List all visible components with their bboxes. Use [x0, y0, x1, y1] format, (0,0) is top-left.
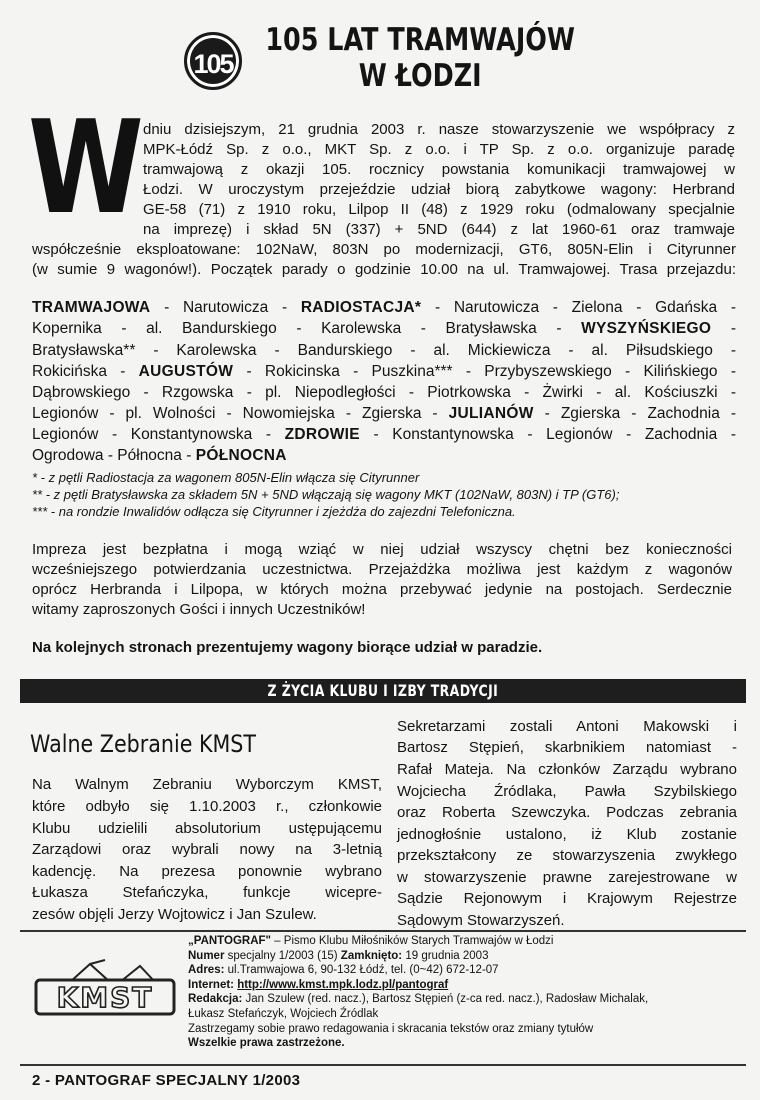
outro-line: wcześniejszego potwierdzania uczestnictwa. Przejażdżka możliwa jest każdym z wagonów [32, 561, 732, 578]
article-line: Klubu udzielili absolutorium ustępującemu [32, 820, 382, 837]
colophon-address: Adres: ul.Tramwajowa 6, 90-132 Łódź, tel. (0~42) 672-12-07 [188, 964, 499, 977]
intro-line: (w sumie 9 wagonów!). Początek parady o godzinie 10.00 na ul. Tramwajowej. Trasa przejazdu: [32, 261, 736, 278]
article-title: Walne Zebranie KMST [30, 730, 257, 758]
colophon-reservation: Zastrzegamy sobie prawo redagowania i skracania tekstów oraz zmiany tytułów [188, 1022, 594, 1035]
website-link[interactable]: http://www.kmst.mpk.lodz.pl/pantograf [237, 978, 449, 991]
note: ** - z pętli Bratysławska za składem 5N + 5ND włączają się wagony MKT (102NaW, 803N) i TP (GT6); [32, 487, 620, 502]
kmst-logo [30, 958, 180, 1020]
colophon-editors-2: Łukasz Stefańczyk, Wojciech Źródlak [188, 1007, 379, 1020]
article-line: Zarządowi oraz wybrali nowy na 3-letnią [32, 841, 382, 858]
colophon [188, 934, 738, 1051]
outro-line: witamy zaproszonych Gości i innych Uczestników! [32, 601, 366, 618]
intro-line: na imprezę) i skład 5N (337) + 5ND (644) z lat 1960-61 oraz tramwaje [143, 221, 735, 238]
divider [20, 1064, 746, 1066]
section-header: Z ŻYCIA KLUBU I IZBY TRADYCJI [20, 679, 746, 703]
intro-line: dniu dzisiejszym, 21 grudnia 2003 r. nasze stowarzyszenie we współpracy z [143, 121, 735, 138]
article-line: zesów objęli Jerzy Wojtowicz i Jan Szulew. [32, 906, 317, 923]
intro-line: GE-58 (71) z 1910 roku, Lilpop II (48) z 1929 roku (odmalowany specjalnie [143, 201, 735, 218]
article-line: Sądowym Stowarzyszeń. [397, 912, 565, 929]
route-stop: RADIOSTACJA* [300, 299, 422, 316]
route-stop: ZDROWIE [284, 426, 360, 443]
page-title [250, 22, 590, 94]
drop-cap: W [28, 94, 141, 243]
intro-line: MPK-Łódź Sp. z o.o., MKT Sp. z o.o. i TP Sp. z o.o. organizuje paradę [143, 141, 735, 158]
page-footer: 2 - PANTOGRAF SPECJALNY 1/2003 [32, 1072, 301, 1089]
article-line: Sądzie Rejonowym i Krajowym Rejestrze [397, 890, 737, 907]
article-line: kadencję. Na prezesa ponownie wybrano [32, 863, 382, 880]
title-line-1: 105 LAT TRAMWAJÓW [265, 22, 575, 58]
route-notes [32, 469, 736, 520]
route-line: Ogrodowa - Północna - PÓŁNOCNA [32, 447, 287, 464]
article-line: oraz Roberta Szewczyka. Podczas zebrania [397, 804, 737, 821]
next-pages-note: Na kolejnych stronach prezentujemy wagony biorące udział w paradzie. [32, 639, 543, 656]
route-stop: JULIANÓW [448, 405, 534, 422]
title-block [180, 18, 610, 96]
route-line: Legionów - Konstantynowska - ZDROWIE - Konstantynowska - Legionów - Zachodnia - [32, 426, 736, 443]
route-line: Bratysławska** - Karolewska - Bandurskiego - al. Mickiewicza - al. Piłsudskiego - [32, 342, 736, 359]
article-line: Bartosz Stępień, skarbnikiem natomiast - [397, 739, 737, 756]
note: *** - na rondzie Inwalidów odłącza się Cityrunner i zjeżdża do zajezdni Telefoniczna. [32, 504, 516, 519]
article-line: przekształcony ze stowarzyszenia zwykłego [397, 847, 737, 864]
route-line: Kopernika - al. Bandurskiego - Karolewska - Bratysławska - WYSZYŃSKIEGO - [32, 320, 737, 337]
colophon-title: „PANTOGRAF" – Pismo Klubu Miłośników Starych Tramwajów w Łodzi [188, 935, 554, 947]
route-stop: TRAMWAJOWA [32, 299, 151, 316]
colophon-internet: Internet: http://www.kmst.mpk.lodz.pl/pantograf [188, 978, 449, 991]
article-line: Rafał Mateja. Na członków Zarządu wybrano [397, 761, 737, 778]
route-line: TRAMWAJOWA - Narutowicza - RADIOSTACJA* - Narutowicza - Zielona - Gdańska - [32, 299, 736, 316]
anniversary-badge: 105 [184, 32, 242, 90]
outro-line: oprócz Herbranda i Lilpopa, w których można przebywać jedynie na postojach. Serdecznie [32, 581, 732, 598]
note: * - z pętli Radiostacja za wagonem 805N-Elin włącza się Cityrunner [32, 470, 420, 485]
article-line: jednogłośnie ustalono, iż Klub zostanie [397, 826, 737, 843]
colophon-issue: Numer specjalny 1/2003 (15) Zamknięto: 19 grudnia 2003 [188, 949, 489, 962]
route-stop: WYSZYŃSKIEGO [581, 320, 712, 337]
article-line: które odbyło się 1.10.2003 r., członkowie [32, 798, 382, 815]
logo-text: KMST [56, 981, 154, 1014]
colophon-rights: Wszelkie prawa zastrzeżone. [188, 1037, 345, 1050]
article-line: Na Walnym Zebraniu Wyborczym KMST, [32, 776, 382, 793]
route-line: Legionów - pl. Wolności - Nowomiejska - Zgierska - JULIANÓW - Zgierska - Zachodnia - [32, 405, 736, 422]
route-line: Rokicińska - AUGUSTÓW - Rokicinska - Puszkina*** - Przybyszewskiego - Kilińskiego - [32, 363, 736, 380]
intro-line: tramwajową z okazji 105. rocznicy powstania komunikacji tramwajowej w [143, 161, 735, 178]
route-stop: AUGUSTÓW [138, 363, 234, 380]
article-line: Wojciecha Źródlaka, Pawła Szybilskiego [397, 783, 737, 800]
intro-line: Łodzi. W uroczystym przejeździe udział biorą zabytkowe wagony: Herbrand [143, 181, 735, 198]
article-line: w stowarzyszenie prawne zarejestrowane w [397, 869, 737, 886]
divider [20, 930, 746, 932]
route-line: Dąbrowskiego - Rzgowska - pl. Niepodległości - Piotrkowska - Żwirki - al. Kościuszki - [32, 384, 736, 401]
route-stop: PÓŁNOCNA [195, 447, 287, 464]
article-line: Łukasza Stefańczyka, funkcje wicepre- [32, 884, 382, 901]
intro-line: współcześnie eksploatowane: 102NaW, 803N po modernizacji, GT6, 805N-Elin i Cityrunner [32, 241, 736, 258]
colophon-editors: Redakcja: Jan Szulew (red. nacz.), Bartosz Stępień (z-ca red. nacz.), Radosław Michalak, [188, 993, 649, 1006]
title-line-2: W ŁODZI [358, 58, 482, 94]
article-line: Sekretarzami zostali Antoni Makowski i [397, 718, 737, 735]
outro-line: Impreza jest bezpłatna i mogą wziąć w niej udział wszyscy chętni bez konieczności [32, 541, 732, 558]
